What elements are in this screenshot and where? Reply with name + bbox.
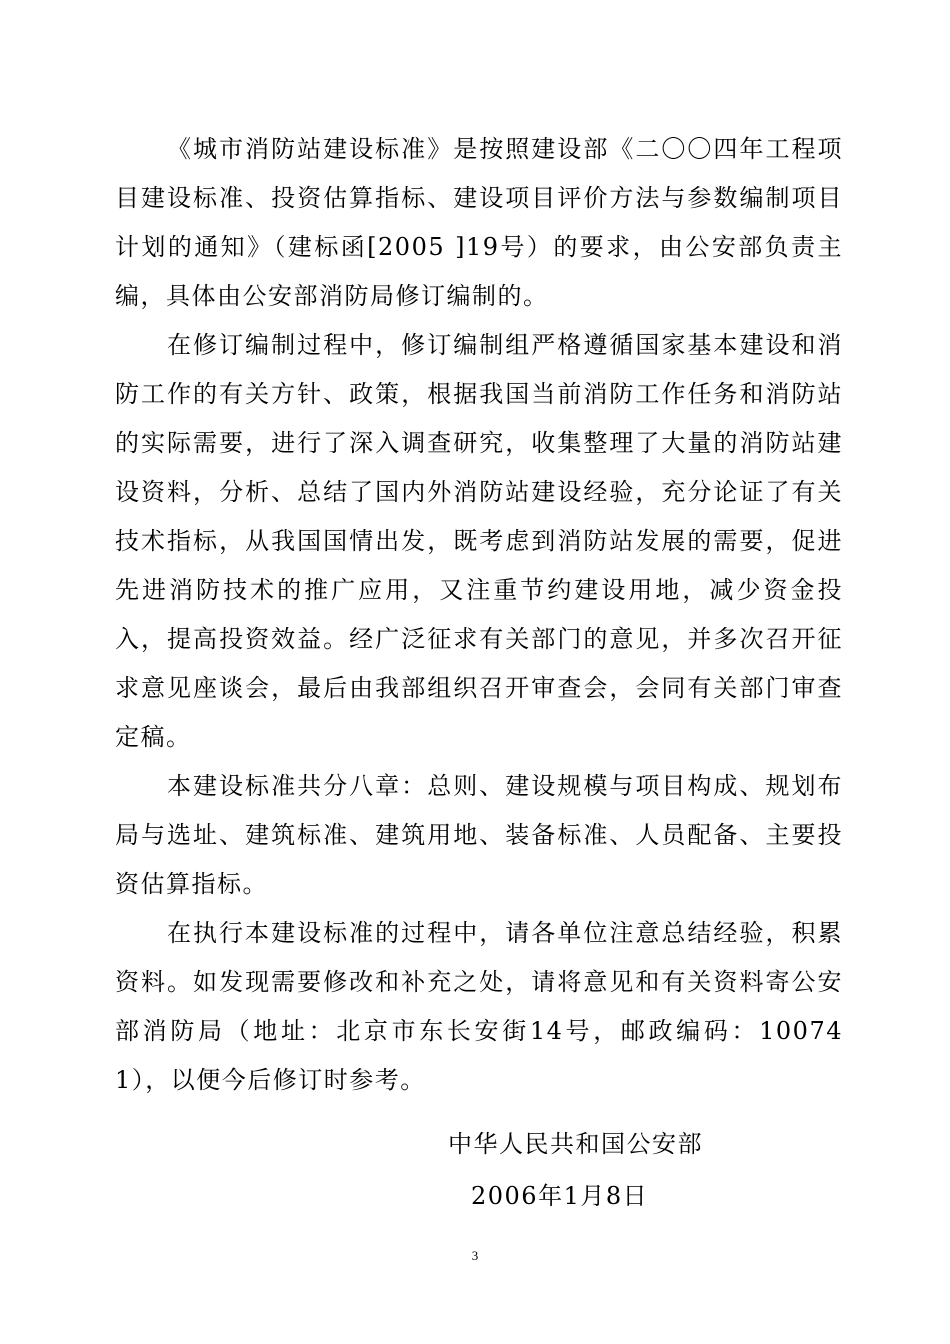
signature-organization: 中华人民共和国公安部 bbox=[448, 1130, 703, 1158]
paragraph-preface-intro: 《城市消防站建设标准》是按照建设部《二〇〇四年工程项目建设标准、投资估算指标、建设项目评价方法与参数编制项目计划的通知》（建标函[2005 ]19号）的要求，由公安部负责主编，具体由公安部消防局修订编制的。 bbox=[115, 135, 843, 310]
paragraph-revision-process: 在修订编制过程中，修订编制组严格遵循国家基本建设和消防工作的有关方针、政策，根据我国当前消防工作任务和消防站的实际需要，进行了深入调查研究，收集整理了大量的消防站建设资料，分析、总结了国内外消防站建设经验，充分论证了有关技术指标，从我国国情出发，既考虑到消防站发展的需要，促进先进消防技术的推广应用，又注重节约建设用地，减少资金投入，提高投资效益。经广泛征求有关部门的意见，并多次召开征求意见座谈会，最后由我部组织召开审查会，会同有关部门审查定稿。 bbox=[115, 331, 843, 751]
page-number: 3 bbox=[471, 1248, 479, 1263]
paragraph-chapters: 本建设标准共分八章：总则、建设规模与项目构成、规划布局与选址、建筑标准、建筑用地、装备标准、人员配备、主要投资估算指标。 bbox=[115, 772, 843, 898]
paragraph-feedback: 在执行本建设标准的过程中，请各单位注意总结经验，积累资料。如发现需要修改和补充之处，请将意见和有关资料寄公安部消防局（地址：北京市东长安街14号，邮政编码：100741），以便今后修订时参考。 bbox=[115, 919, 843, 1094]
signature-date: 2006年1月8日 bbox=[471, 1182, 649, 1210]
document-body bbox=[115, 125, 843, 1105]
